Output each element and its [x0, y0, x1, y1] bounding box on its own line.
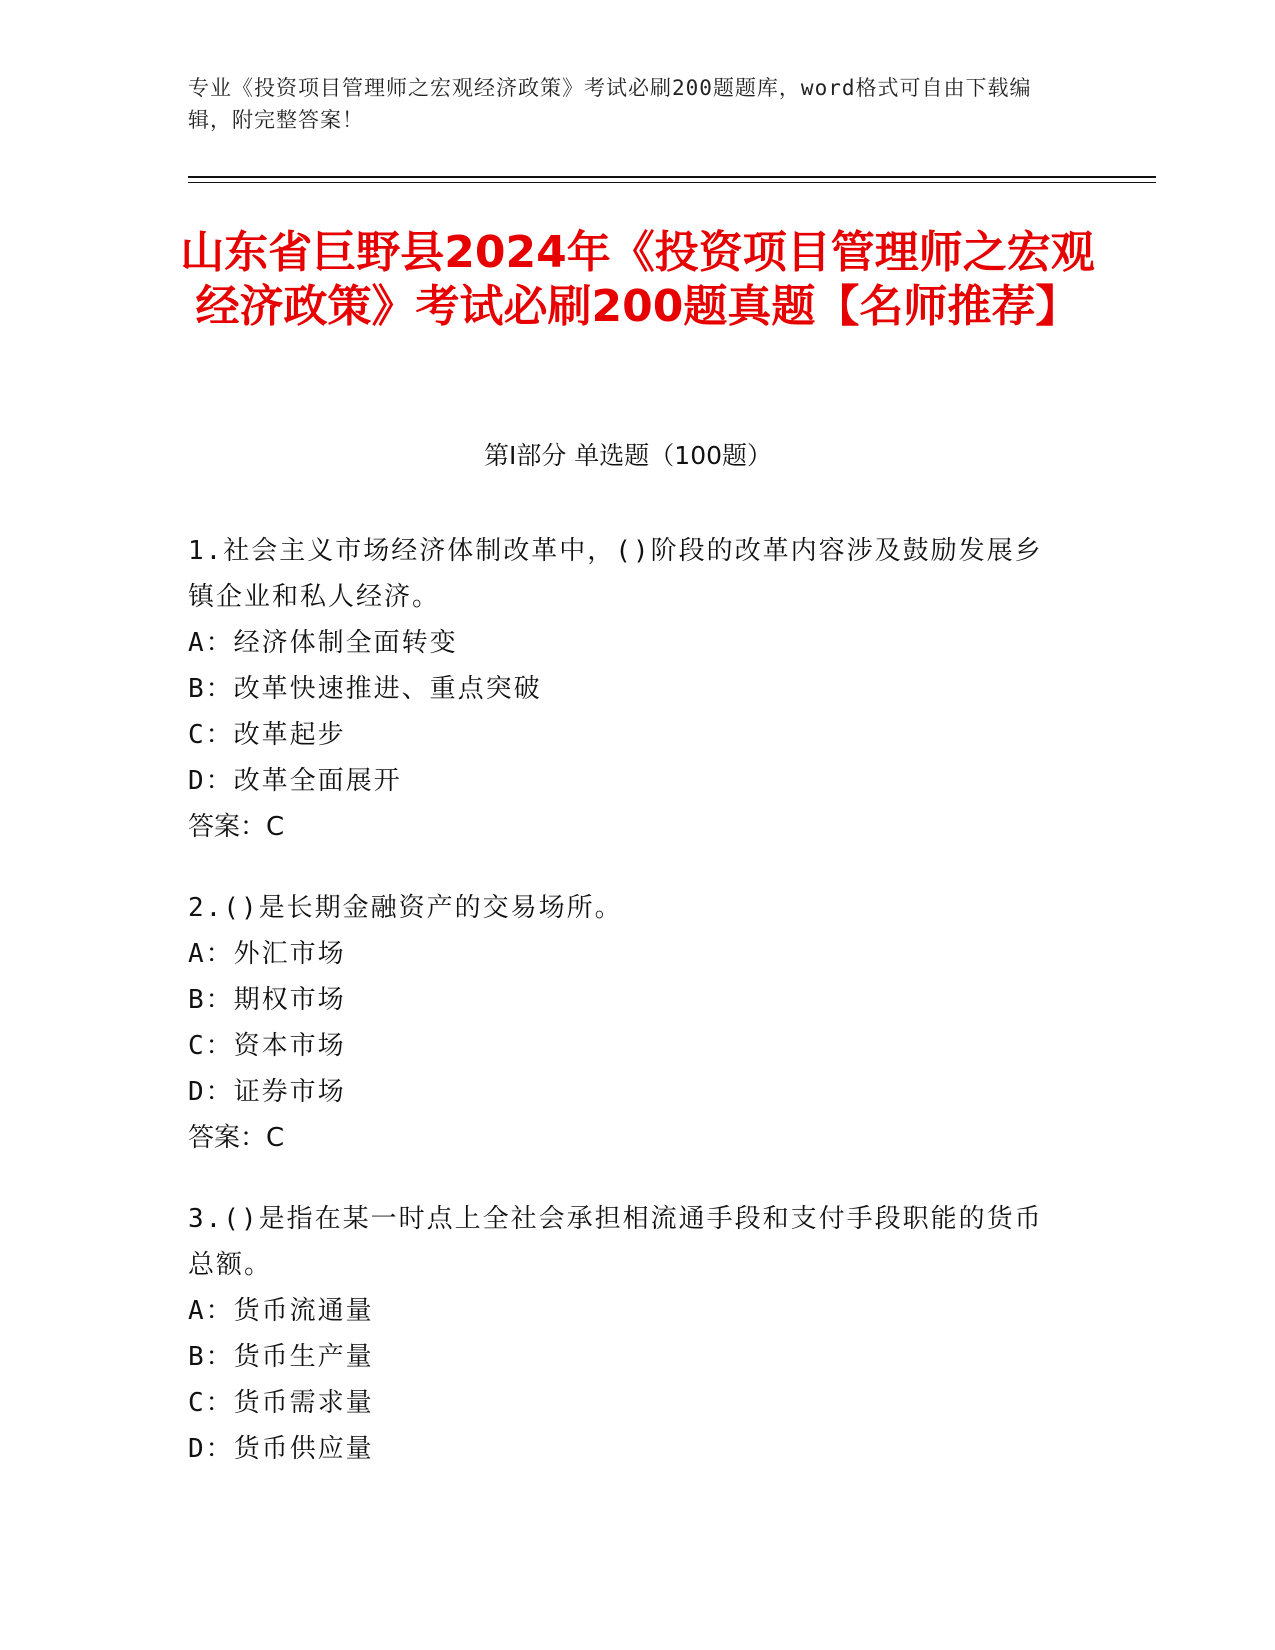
option-c: C：改革起步 [188, 720, 346, 750]
document-title: 山东省巨野县2024年《投资项目管理师之宏观经济政策》考试必刷200题真题【名师推荐】 [180, 227, 1095, 332]
option-a: A：外汇市场 [188, 939, 346, 969]
option-c: C：货币需求量 [188, 1388, 374, 1418]
option-a: A：经济体制全面转变 [188, 628, 458, 658]
question-1 [188, 528, 1068, 850]
option-b: B：改革快速推进、重点突破 [188, 674, 542, 704]
question-2 [188, 885, 1068, 1161]
option-d: D：货币供应量 [188, 1434, 374, 1464]
header-divider-thick [188, 176, 1156, 178]
section-title: 第Ⅰ部分 单选题（100题） [483, 441, 773, 470]
question-stem: 1.社会主义市场经济体制改革中，()阶段的改革内容涉及鼓励发展乡镇企业和私人经济。 [188, 536, 1043, 612]
answer-line: 答案：C [188, 1123, 285, 1153]
option-b: B：货币生产量 [188, 1342, 374, 1372]
question-stem: 3.()是指在某一时点上全社会承担相流通手段和支付手段职能的货币总额。 [188, 1204, 1043, 1280]
option-d: D：改革全面展开 [188, 766, 402, 796]
option-a: A：货币流通量 [188, 1296, 374, 1326]
question-stem: 2.()是长期金融资产的交易场所。 [188, 893, 623, 923]
question-list [188, 528, 1068, 1507]
header-divider-thin [188, 182, 1156, 183]
option-c: C：资本市场 [188, 1031, 346, 1061]
option-d: D：证券市场 [188, 1077, 346, 1107]
answer-line: 答案：C [188, 812, 285, 842]
header-note: 专业《投资项目管理师之宏观经济政策》考试必刷200题题库，word格式可自由下载编辑，附完整答案！ [188, 76, 1032, 132]
option-b: B：期权市场 [188, 985, 346, 1015]
question-3 [188, 1196, 1068, 1472]
